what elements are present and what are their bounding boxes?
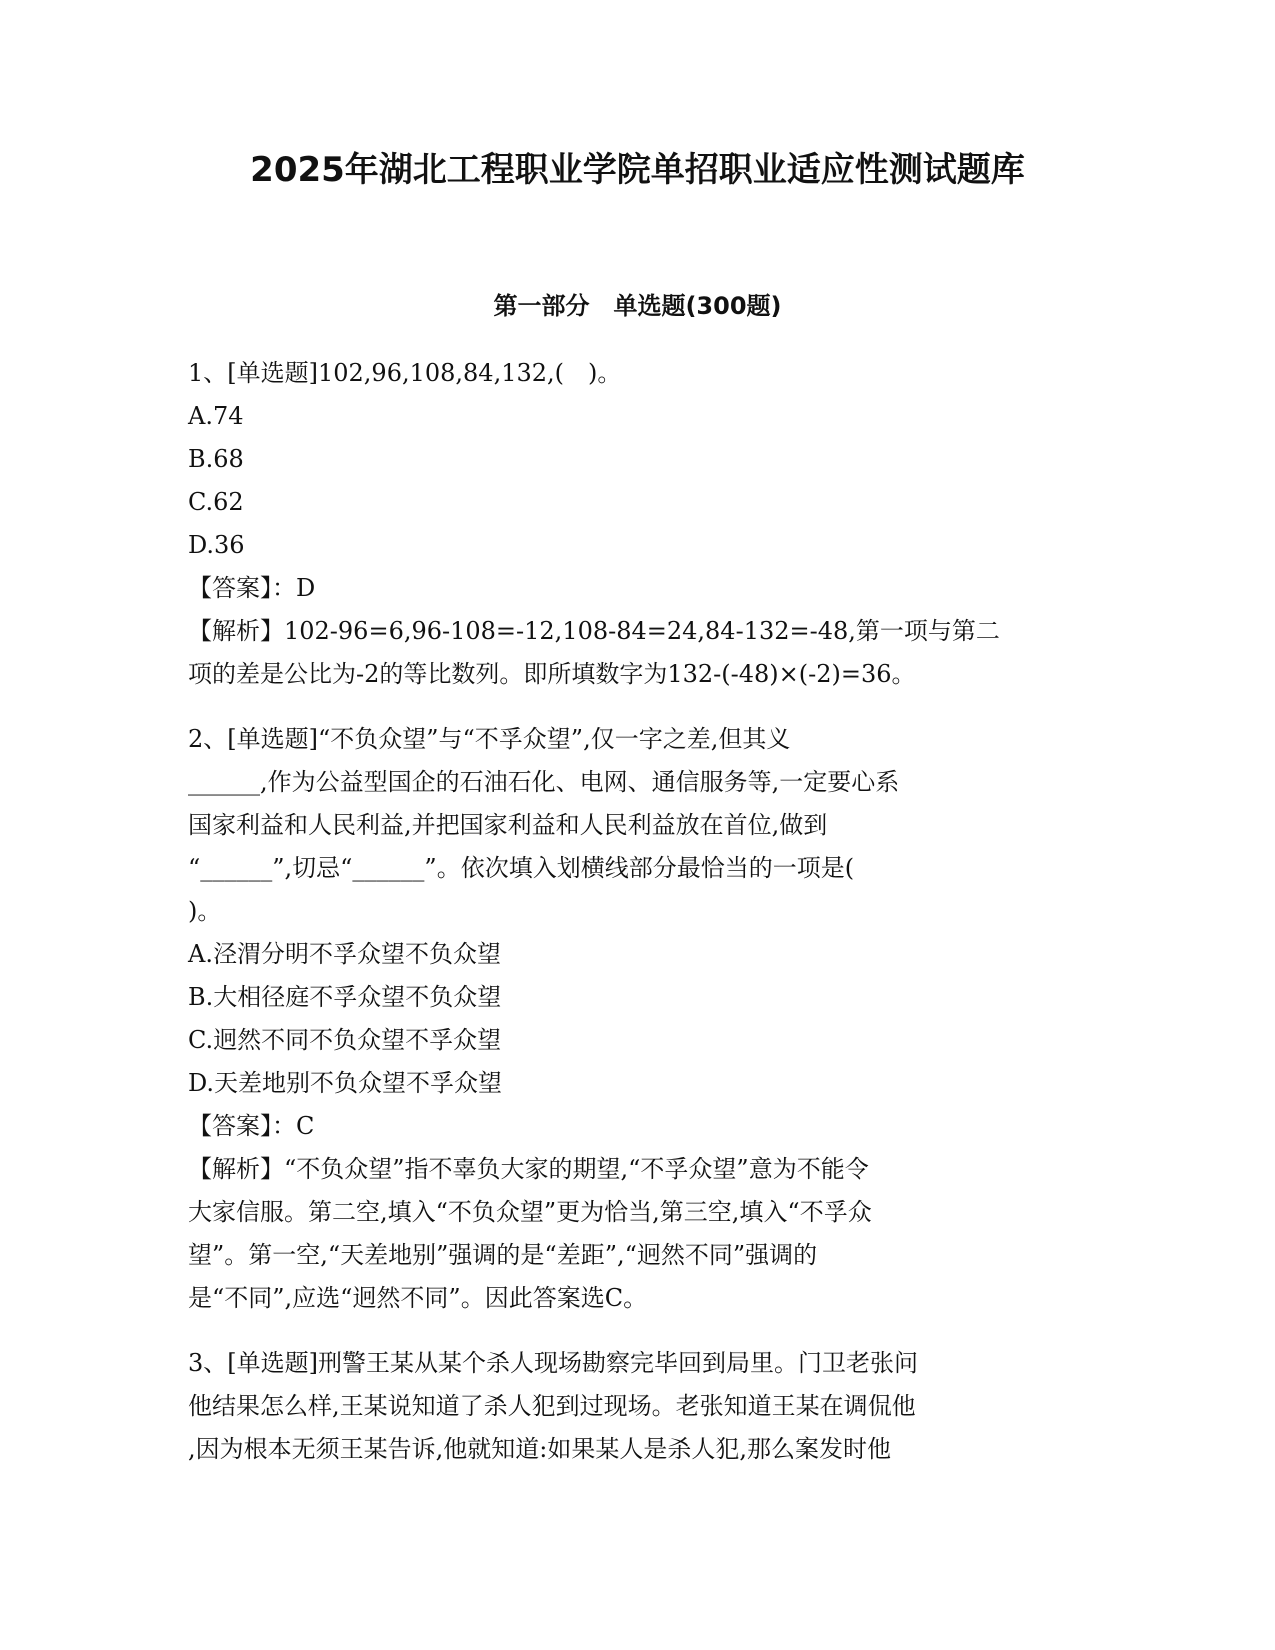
question-list: [188, 352, 1078, 1471]
option-c: C.62: [188, 488, 244, 516]
question-stem: ______,作为公益型国企的石油石化、电网、通信服务等,一定要心系: [188, 768, 900, 796]
answer: 【答案】：D: [188, 574, 316, 602]
question-3: [188, 1342, 1078, 1471]
question-stem: 他结果怎么样,王某说知道了杀人犯到过现场。老张知道王某在调侃他: [188, 1392, 916, 1420]
question-stem: 2、[单选题]“不负众望”与“不孚众望”,仅一字之差,但其义: [188, 725, 791, 753]
question-stem: 3、[单选题]刑警王某从某个杀人现场勘察完毕回到局里。门卫老张问: [188, 1349, 918, 1377]
option-a: A.74: [188, 402, 244, 430]
question-stem: )。: [188, 897, 222, 925]
analysis-line: 项的差是公比为-2的等比数列。即所填数字为132-(-48)×(-2)=36。: [188, 660, 916, 688]
question-stem: 国家利益和人民利益,并把国家利益和人民利益放在首位,做到: [188, 811, 828, 839]
document-title: 2025年湖北工程职业学院单招职业适应性测试题库: [250, 150, 1025, 190]
option-c: C.迥然不同不负众望不孚众望: [188, 1026, 502, 1054]
option-b: B.大相径庭不孚众望不负众望: [188, 983, 502, 1011]
analysis-line: 望”。第一空,“天差地别”强调的是“差距”,“迥然不同”强调的: [188, 1241, 818, 1269]
analysis-line: 【解析】102-96=6,96-108=-12,108-84=24,84-132=-48,第一项与第二: [188, 617, 1000, 645]
answer: 【答案】：C: [188, 1112, 315, 1140]
section-title: 第一部分 单选题(300题): [493, 292, 782, 320]
question-gap: [188, 696, 1078, 718]
question-gap: [188, 1320, 1078, 1342]
analysis-line: 【解析】“不负众望”指不辜负大家的期望,“不孚众望”意为不能令: [188, 1155, 869, 1183]
option-a: A.泾渭分明不孚众望不负众望: [188, 940, 501, 968]
question-stem: 1、[单选题]102,96,108,84,132,( )。: [188, 359, 622, 387]
question-2: [188, 718, 1078, 1320]
analysis-line: 是“不同”,应选“迥然不同”。因此答案选C。: [188, 1284, 648, 1312]
option-d: D.天差地别不负众望不孚众望: [188, 1069, 503, 1097]
option-d: D.36: [188, 531, 245, 559]
analysis-line: 大家信服。第二空,填入“不负众望”更为恰当,第三空,填入“不孚众: [188, 1198, 872, 1226]
option-b: B.68: [188, 445, 244, 473]
question-1: [188, 352, 1078, 696]
question-stem: ,因为根本无须王某告诉,他就知道:如果某人是杀人犯,那么案发时他: [188, 1435, 891, 1463]
question-stem: “______”,切忌“______”。依次填入划横线部分最恰当的一项是(: [188, 854, 855, 882]
